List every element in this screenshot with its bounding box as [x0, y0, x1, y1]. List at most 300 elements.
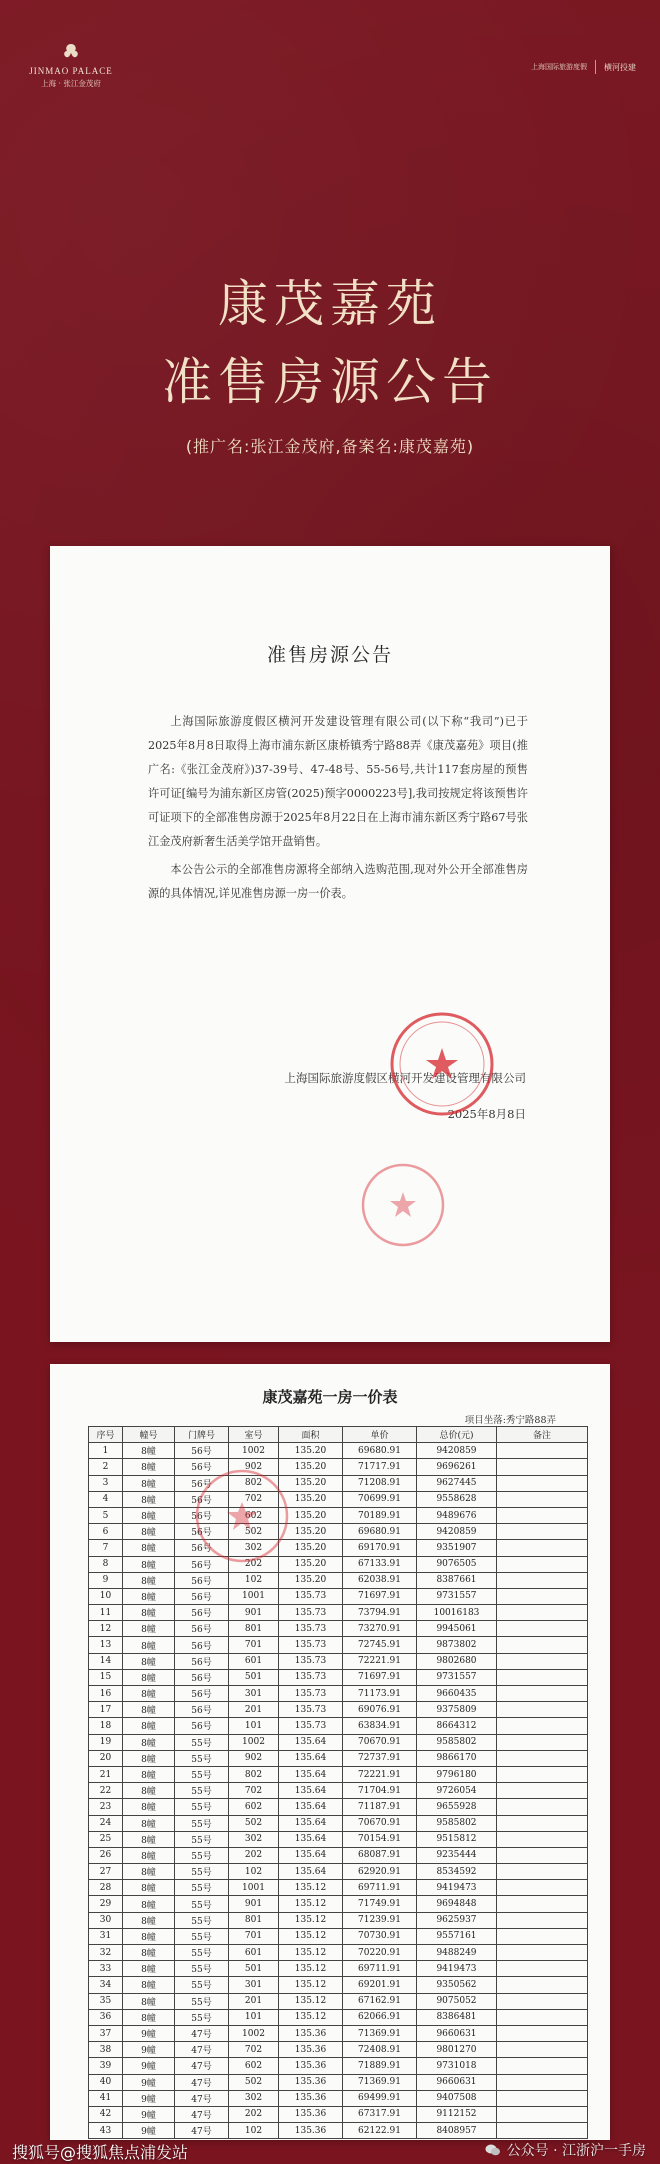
notice-paragraph-1: 上海国际旅游度假区横河开发建设管理有限公司(以下称“我司”)已于2025年8月8日取得上海市浦东新区康桥镇秀宁路88弄《康茂嘉苑》项目(推广名:《张江金茂府》)37-39号、47-48号、55-56号,共计117套房屋的预售许可证[编号为浦东新区房管(2025)预字0000223号],我司按规定将该预售许可证项下的全部准售房源于2025年8月22日在上海市浦东新区秀宁路67号张江金茂府新奢生活美学馆开盘销售。	[148, 715, 528, 848]
table-cell: 9873802	[417, 1637, 497, 1653]
jinmao-palace-logo	[26, 42, 116, 89]
table-cell: 9694848	[417, 1896, 497, 1912]
table-cell: 302	[229, 2090, 279, 2106]
table-cell: 501	[229, 1669, 279, 1685]
table-cell: 8幢	[123, 1815, 175, 1831]
table-cell: 135.64	[279, 1783, 343, 1799]
table-cell: 802	[229, 1475, 279, 1491]
table-seal-icon	[358, 1160, 448, 1250]
table-cell: 10	[89, 1588, 123, 1604]
table-cell	[497, 1993, 588, 2009]
table-row	[89, 1540, 588, 1556]
partner-logo-b: 横河投建	[604, 62, 636, 72]
table-cell: 8幢	[123, 1459, 175, 1475]
table-cell: 202	[229, 2106, 279, 2122]
table-cell: 202	[229, 1847, 279, 1863]
table-cell: 56号	[175, 1475, 229, 1491]
table-cell: 8幢	[123, 1961, 175, 1977]
table-cell: 9585802	[417, 1734, 497, 1750]
table-cell: 69170.91	[343, 1540, 417, 1556]
table-cell: 135.36	[279, 2106, 343, 2122]
table-cell: 62122.91	[343, 2123, 417, 2139]
column-header: 室号	[229, 1427, 279, 1443]
table-cell: 69680.91	[343, 1524, 417, 1540]
table-cell: 10016183	[417, 1605, 497, 1621]
table-cell: 9112152	[417, 2106, 497, 2122]
table-cell: 9351907	[417, 1540, 497, 1556]
table-cell: 8幢	[123, 1637, 175, 1653]
table-cell: 20	[89, 1750, 123, 1766]
table-cell: 135.20	[279, 1556, 343, 1572]
table-cell: 32	[89, 1945, 123, 1961]
table-cell: 135.73	[279, 1621, 343, 1637]
table-cell: 21	[89, 1766, 123, 1782]
table-row	[89, 1847, 588, 1863]
table-cell: 9幢	[123, 2123, 175, 2139]
table-cell	[497, 1686, 588, 1702]
table-cell: 56号	[175, 1637, 229, 1653]
table-cell: 70670.91	[343, 1734, 417, 1750]
table-cell: 9731018	[417, 2058, 497, 2074]
table-cell: 135.64	[279, 1750, 343, 1766]
table-cell: 47号	[175, 2042, 229, 2058]
table-cell: 601	[229, 1945, 279, 1961]
table-row	[89, 1702, 588, 1718]
notice-title: 准售房源公告	[266, 644, 393, 666]
table-row	[89, 2106, 588, 2122]
table-cell: 1002	[229, 1734, 279, 1750]
table-cell: 69711.91	[343, 1880, 417, 1896]
table-cell: 8幢	[123, 1799, 175, 1815]
table-cell	[497, 1831, 588, 1847]
project-address: 项目坐落:秀宁路88弄	[464, 1415, 556, 1426]
table-cell	[497, 1491, 588, 1507]
table-cell: 62038.91	[343, 1572, 417, 1588]
table-cell: 8幢	[123, 1669, 175, 1685]
hero-subtitle: (推广名:张江金茂府,备案名:康茂嘉苑)	[185, 437, 475, 456]
table-cell: 71889.91	[343, 2058, 417, 2074]
table-cell: 11	[89, 1605, 123, 1621]
table-cell: 9076505	[417, 1556, 497, 1572]
table-cell: 8幢	[123, 1540, 175, 1556]
table-cell	[497, 1556, 588, 1572]
table-cell: 1001	[229, 1588, 279, 1604]
table-cell: 602	[229, 1799, 279, 1815]
table-cell: 802	[229, 1766, 279, 1782]
table-cell: 9625937	[417, 1912, 497, 1928]
table-cell: 9726054	[417, 1783, 497, 1799]
table-row	[89, 1669, 588, 1685]
table-cell: 8幢	[123, 1556, 175, 1572]
logo-chinese-name: 上海 · 张江金茂府	[41, 79, 101, 88]
table-row	[89, 1491, 588, 1507]
table-cell: 202	[229, 1556, 279, 1572]
table-cell: 9655928	[417, 1799, 497, 1815]
table-cell: 2	[89, 1459, 123, 1475]
table-cell: 201	[229, 1993, 279, 2009]
table-row	[89, 1750, 588, 1766]
wechat-watermark	[485, 2140, 646, 2160]
table-cell: 9696261	[417, 1459, 497, 1475]
table-cell: 9幢	[123, 2025, 175, 2041]
table-cell: 9557161	[417, 1928, 497, 1944]
table-cell: 70189.91	[343, 1507, 417, 1523]
table-cell: 102	[229, 1864, 279, 1880]
table-cell: 62066.91	[343, 2009, 417, 2025]
table-cell: 102	[229, 2123, 279, 2139]
table-cell: 135.20	[279, 1491, 343, 1507]
partner-logo	[531, 60, 636, 74]
table-cell: 8幢	[123, 1605, 175, 1621]
table-cell: 72737.91	[343, 1750, 417, 1766]
table-cell: 135.20	[279, 1507, 343, 1523]
table-cell: 8幢	[123, 1912, 175, 1928]
table-cell: 135.64	[279, 1864, 343, 1880]
table-cell: 17	[89, 1702, 123, 1718]
table-cell: 602	[229, 1507, 279, 1523]
table-cell: 135.73	[279, 1669, 343, 1685]
table-cell: 63834.91	[343, 1718, 417, 1734]
table-cell: 71369.91	[343, 2074, 417, 2090]
table-cell: 9075052	[417, 1993, 497, 2009]
table-cell: 901	[229, 1605, 279, 1621]
table-cell	[497, 1572, 588, 1588]
table-cell: 8幢	[123, 1880, 175, 1896]
table-cell: 101	[229, 2009, 279, 2025]
table-cell: 8幢	[123, 1653, 175, 1669]
table-cell: 70670.91	[343, 1815, 417, 1831]
table-row	[89, 1718, 588, 1734]
table-cell	[497, 1637, 588, 1653]
table-cell	[497, 1540, 588, 1556]
table-cell: 70154.91	[343, 1831, 417, 1847]
table-cell: 135.12	[279, 1912, 343, 1928]
table-cell	[497, 1912, 588, 1928]
table-cell: 56号	[175, 1556, 229, 1572]
table-cell: 6	[89, 1524, 123, 1540]
table-cell: 55号	[175, 1734, 229, 1750]
table-cell: 56号	[175, 1491, 229, 1507]
table-cell: 8幢	[123, 2009, 175, 2025]
table-cell: 56号	[175, 1459, 229, 1475]
table-cell: 201	[229, 1702, 279, 1718]
table-cell: 37	[89, 2025, 123, 2041]
table-cell: 135.20	[279, 1475, 343, 1491]
table-row	[89, 2090, 588, 2106]
table-cell: 135.73	[279, 1588, 343, 1604]
table-cell: 55号	[175, 1880, 229, 1896]
table-cell: 9945061	[417, 1621, 497, 1637]
table-cell: 71369.91	[343, 2025, 417, 2041]
table-cell: 56号	[175, 1702, 229, 1718]
table-cell: 602	[229, 2058, 279, 2074]
table-row	[89, 1993, 588, 2009]
table-row	[89, 2074, 588, 2090]
table-row	[89, 1799, 588, 1815]
table-cell: 56号	[175, 1621, 229, 1637]
table-cell: 70730.91	[343, 1928, 417, 1944]
table-cell	[497, 1588, 588, 1604]
table-cell: 8幢	[123, 1588, 175, 1604]
table-cell: 71717.91	[343, 1459, 417, 1475]
table-cell: 8幢	[123, 1831, 175, 1847]
table-cell: 68087.91	[343, 1847, 417, 1863]
table-cell: 71749.91	[343, 1896, 417, 1912]
table-cell: 69711.91	[343, 1961, 417, 1977]
table-cell: 135.36	[279, 2025, 343, 2041]
table-row	[89, 1783, 588, 1799]
table-cell: 135.20	[279, 1540, 343, 1556]
table-row	[89, 1864, 588, 1880]
table-cell: 40	[89, 2074, 123, 2090]
table-cell: 135.12	[279, 1961, 343, 1977]
table-cell: 67133.91	[343, 1556, 417, 1572]
table-cell: 33	[89, 1961, 123, 1977]
table-cell: 56号	[175, 1605, 229, 1621]
table-cell: 9731557	[417, 1588, 497, 1604]
table-cell: 9515812	[417, 1831, 497, 1847]
table-cell: 47号	[175, 2025, 229, 2041]
table-cell	[497, 1928, 588, 1944]
table-cell: 18	[89, 1718, 123, 1734]
table-cell	[497, 2074, 588, 2090]
table-cell: 9627445	[417, 1475, 497, 1491]
table-cell: 8幢	[123, 1766, 175, 1782]
table-cell: 29	[89, 1896, 123, 1912]
table-cell: 34	[89, 1977, 123, 1993]
table-cell: 135.12	[279, 1977, 343, 1993]
table-cell: 9731557	[417, 1669, 497, 1685]
table-cell	[497, 1459, 588, 1475]
table-cell: 8幢	[123, 1475, 175, 1491]
table-cell: 902	[229, 1459, 279, 1475]
table-cell: 135.73	[279, 1686, 343, 1702]
table-row	[89, 2025, 588, 2041]
table-cell: 9幢	[123, 2058, 175, 2074]
table-cell: 9419473	[417, 1961, 497, 1977]
table-cell: 71704.91	[343, 1783, 417, 1799]
table-cell: 55号	[175, 1766, 229, 1782]
table-cell: 8幢	[123, 1621, 175, 1637]
table-cell: 55号	[175, 1928, 229, 1944]
table-cell: 14	[89, 1653, 123, 1669]
table-row	[89, 2042, 588, 2058]
table-cell: 31	[89, 1928, 123, 1944]
table-cell: 9幢	[123, 2074, 175, 2090]
price-table-title: 康茂嘉苑一房一价表	[262, 1388, 398, 1406]
table-cell: 9866170	[417, 1750, 497, 1766]
table-row	[89, 1605, 588, 1621]
table-cell: 301	[229, 1977, 279, 1993]
table-cell: 1002	[229, 2025, 279, 2041]
table-cell: 8幢	[123, 1702, 175, 1718]
table-cell: 56号	[175, 1653, 229, 1669]
column-header: 总价(元)	[417, 1427, 497, 1443]
table-cell: 135.64	[279, 1815, 343, 1831]
table-cell: 72221.91	[343, 1653, 417, 1669]
table-cell: 8幢	[123, 1524, 175, 1540]
table-cell: 56号	[175, 1540, 229, 1556]
table-cell: 9585802	[417, 1815, 497, 1831]
table-row	[89, 1880, 588, 1896]
table-cell: 135.64	[279, 1847, 343, 1863]
table-row	[89, 1977, 588, 1993]
table-cell: 8幢	[123, 1507, 175, 1523]
table-cell: 9407508	[417, 2090, 497, 2106]
table-cell: 9375809	[417, 1702, 497, 1718]
table-cell: 135.20	[279, 1459, 343, 1475]
table-cell: 8幢	[123, 1686, 175, 1702]
table-cell	[497, 2042, 588, 2058]
table-cell: 902	[229, 1750, 279, 1766]
table-cell: 702	[229, 2042, 279, 2058]
table-cell: 8幢	[123, 1572, 175, 1588]
hero-title-line2: 准售房源公告	[162, 353, 498, 411]
table-cell: 55号	[175, 1847, 229, 1863]
table-cell: 5	[89, 1507, 123, 1523]
table-cell: 135.73	[279, 1605, 343, 1621]
table-cell: 601	[229, 1653, 279, 1669]
table-cell	[497, 1475, 588, 1491]
table-cell: 8387661	[417, 1572, 497, 1588]
table-cell: 8幢	[123, 1734, 175, 1750]
table-cell: 16	[89, 1686, 123, 1702]
table-cell: 8408957	[417, 2123, 497, 2139]
table-cell: 135.20	[279, 1524, 343, 1540]
table-cell	[497, 2106, 588, 2122]
table-cell: 135.20	[279, 1572, 343, 1588]
table-cell: 8幢	[123, 1847, 175, 1863]
table-cell: 102	[229, 1572, 279, 1588]
table-cell: 302	[229, 1831, 279, 1847]
table-cell: 69680.91	[343, 1443, 417, 1459]
logo-divider	[595, 60, 596, 74]
column-header: 面积	[279, 1427, 343, 1443]
table-cell	[497, 1945, 588, 1961]
table-row	[89, 1928, 588, 1944]
table-cell	[497, 1880, 588, 1896]
table-cell: 71239.91	[343, 1912, 417, 1928]
table-cell	[497, 1605, 588, 1621]
table-cell	[497, 1669, 588, 1685]
table-cell: 9幢	[123, 2090, 175, 2106]
table-cell: 9350562	[417, 1977, 497, 1993]
table-cell	[497, 1847, 588, 1863]
notice-date: 2025年8月8日	[447, 1107, 526, 1121]
notice-document	[50, 546, 610, 1342]
table-cell	[497, 1702, 588, 1718]
table-seal-icon	[192, 1466, 292, 1566]
table-cell: 1001	[229, 1880, 279, 1896]
table-cell: 301	[229, 1686, 279, 1702]
table-cell: 47号	[175, 2090, 229, 2106]
table-row	[89, 1621, 588, 1637]
table-cell: 35	[89, 1993, 123, 2009]
table-cell	[497, 1783, 588, 1799]
table-cell: 135.36	[279, 2123, 343, 2139]
table-cell: 502	[229, 2074, 279, 2090]
table-cell: 9660631	[417, 2025, 497, 2041]
table-cell: 55号	[175, 1799, 229, 1815]
table-cell: 69499.91	[343, 2090, 417, 2106]
table-cell: 55号	[175, 1912, 229, 1928]
table-row	[89, 1766, 588, 1782]
table-cell: 27	[89, 1864, 123, 1880]
table-cell: 701	[229, 1637, 279, 1653]
table-cell: 72221.91	[343, 1766, 417, 1782]
table-row	[89, 1556, 588, 1572]
table-cell: 135.12	[279, 1993, 343, 2009]
table-cell: 67317.91	[343, 2106, 417, 2122]
table-cell: 55号	[175, 1783, 229, 1799]
column-header: 序号	[89, 1427, 123, 1443]
table-cell: 9幢	[123, 2042, 175, 2058]
table-cell	[497, 1750, 588, 1766]
table-cell: 36	[89, 2009, 123, 2025]
table-cell: 56号	[175, 1572, 229, 1588]
table-cell: 135.36	[279, 2074, 343, 2090]
table-cell: 8幢	[123, 1864, 175, 1880]
table-row	[89, 1588, 588, 1604]
table-cell: 302	[229, 1540, 279, 1556]
table-cell: 135.73	[279, 1718, 343, 1734]
table-cell: 13	[89, 1637, 123, 1653]
table-cell: 8幢	[123, 1977, 175, 1993]
table-cell	[497, 1766, 588, 1782]
table-cell: 502	[229, 1524, 279, 1540]
table-cell: 8幢	[123, 1896, 175, 1912]
column-header: 备注	[497, 1427, 588, 1443]
table-cell	[497, 1896, 588, 1912]
table-row	[89, 1831, 588, 1847]
table-cell: 73270.91	[343, 1621, 417, 1637]
table-cell: 4	[89, 1491, 123, 1507]
table-row	[89, 1459, 588, 1475]
table-row	[89, 2009, 588, 2025]
notice-paragraph-2: 本公告公示的全部准售房源将全部纳入选购范围,现对外公开全部准售房源的具体情况,详见准售房源一房一价表。	[148, 863, 528, 900]
table-cell: 135.12	[279, 2009, 343, 2025]
logo-english-name: JINMAO PALACE	[29, 66, 113, 76]
wechat-icon	[485, 2143, 501, 2157]
column-header: 单价	[343, 1427, 417, 1443]
table-cell: 702	[229, 1783, 279, 1799]
table-row	[89, 1961, 588, 1977]
table-cell: 9235444	[417, 1847, 497, 1863]
table-cell: 47号	[175, 2074, 229, 2090]
table-cell: 135.73	[279, 1653, 343, 1669]
table-cell: 71208.91	[343, 1475, 417, 1491]
table-cell: 135.12	[279, 1945, 343, 1961]
table-cell: 56号	[175, 1669, 229, 1685]
table-cell: 23	[89, 1799, 123, 1815]
table-cell: 502	[229, 1815, 279, 1831]
table-cell: 8幢	[123, 1928, 175, 1944]
company-seal-icon	[386, 1008, 498, 1120]
notice-signer: 上海国际旅游度假区横河开发建设管理有限公司	[284, 1071, 526, 1085]
table-cell: 9558628	[417, 1491, 497, 1507]
table-cell	[497, 2058, 588, 2074]
table-cell: 25	[89, 1831, 123, 1847]
table-cell: 8幢	[123, 1443, 175, 1459]
table-cell: 70220.91	[343, 1945, 417, 1961]
table-cell: 56号	[175, 1524, 229, 1540]
table-cell: 135.36	[279, 2042, 343, 2058]
table-cell: 8386481	[417, 2009, 497, 2025]
table-cell: 69076.91	[343, 1702, 417, 1718]
table-cell	[497, 1653, 588, 1669]
table-cell: 501	[229, 1961, 279, 1977]
table-cell	[497, 1799, 588, 1815]
